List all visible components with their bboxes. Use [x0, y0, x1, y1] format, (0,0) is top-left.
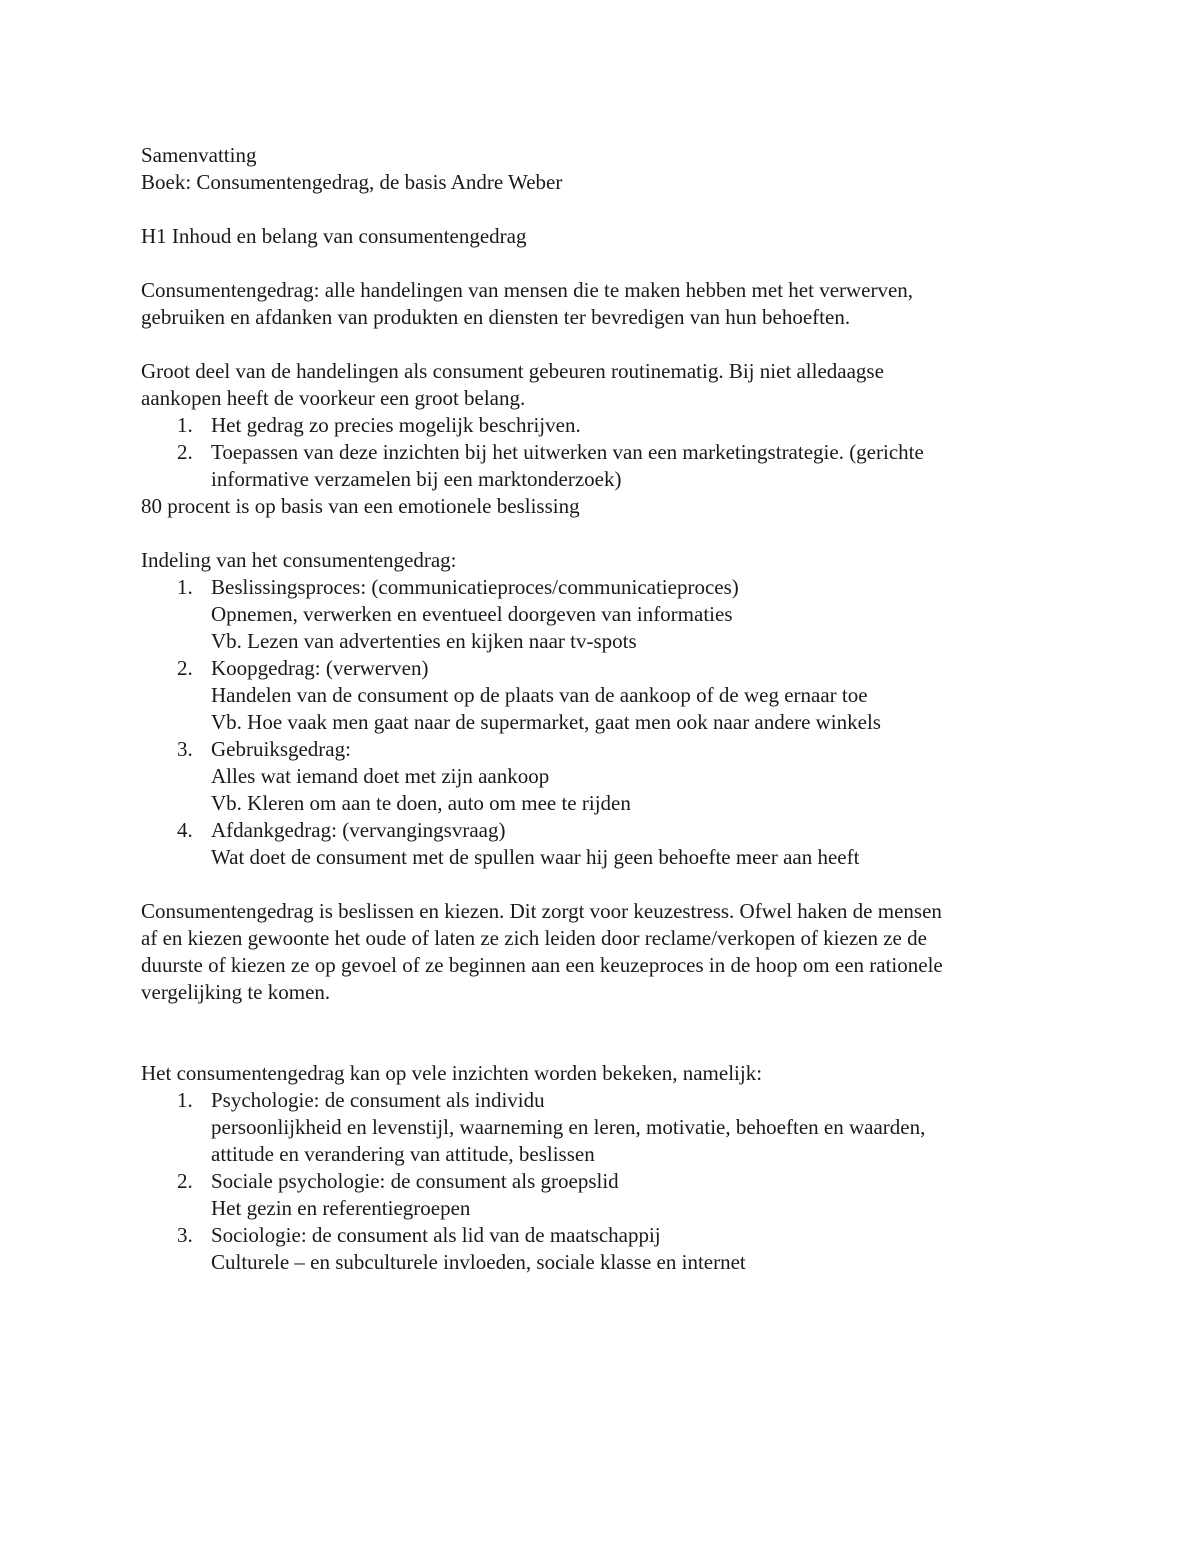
emotional-note: 80 procent is op basis van een emotionele beslissing: [141, 494, 580, 518]
list-item-text: Sociale psychologie: de consument als groepslid: [211, 1169, 619, 1193]
document-title: Samenvatting: [141, 143, 257, 167]
list-number: 2.: [177, 1169, 193, 1193]
paragraph-line: Consumentengedrag is beslissen en kiezen. Dit zorgt voor keuzestress. Ofwel haken de mensen: [141, 899, 942, 923]
list-item: [141, 1168, 1061, 1222]
beslissen-paragraph: [141, 898, 1061, 1006]
list-item-text: Vb. Hoe vaak men gaat naar de supermarket, gaat men ook naar andere winkels: [211, 710, 881, 734]
list-item: [141, 1087, 1061, 1168]
list-number: 3.: [177, 737, 193, 761]
book-reference: Boek: Consumentengedrag, de basis Andre Weber: [141, 170, 563, 194]
list-number: 2.: [177, 440, 193, 464]
list-item-text: Wat doet de consument met de spullen waar hij geen behoefte meer aan heeft: [211, 845, 860, 869]
indeling-list: [141, 574, 1061, 871]
list-item-text: Vb. Lezen van advertenties en kijken naar tv-spots: [211, 629, 637, 653]
list-item-text: Culturele – en subculturele invloeden, sociale klasse en internet: [211, 1250, 746, 1274]
chapter-heading: H1 Inhoud en belang van consumentengedrag: [141, 224, 527, 248]
list-item-text: attitude en verandering van attitude, beslissen: [211, 1142, 595, 1166]
list-item-text: persoonlijkheid en levenstijl, waarneming en leren, motivatie, behoeften en waarden,: [211, 1115, 926, 1139]
list-item-text: Het gedrag zo precies mogelijk beschrijven.: [211, 413, 581, 437]
paragraph-line: vergelijking te komen.: [141, 980, 331, 1004]
document-body: [141, 142, 1061, 1276]
list-number: 4.: [177, 818, 193, 842]
list-item-text: Koopgedrag: (verwerven): [211, 656, 429, 680]
paragraph-line: duurste of kiezen ze op gevoel of ze beginnen aan een keuzeproces in de hoop om een rationele: [141, 953, 943, 977]
list-item-text: Alles wat iemand doet met zijn aankoop: [211, 764, 550, 788]
paragraph-line: gebruiken en afdanken van produkten en diensten ter bevredigen van hun behoeften.: [141, 305, 851, 329]
list-number: 1.: [177, 575, 193, 599]
indeling-intro: Indeling van het consumentengedrag:: [141, 548, 457, 572]
list-item-text: informative verzamelen bij een marktonderzoek): [211, 467, 622, 491]
list-item-text: Afdankgedrag: (vervangingsvraag): [211, 818, 506, 842]
inzichten-intro: Het consumentengedrag kan op vele inzichten worden bekeken, namelijk:: [141, 1061, 763, 1085]
list-number: 3.: [177, 1223, 193, 1247]
list-item-text: Psychologie: de consument als individu: [211, 1088, 545, 1112]
list-item-text: Het gezin en referentiegroepen: [211, 1196, 471, 1220]
routine-paragraph: [141, 358, 1061, 412]
list-item: [141, 736, 1061, 817]
paragraph-line: aankopen heeft de voorkeur een groot belang.: [141, 386, 526, 410]
list-item-text: Beslissingsproces: (communicatieproces/communicatieproces): [211, 575, 739, 599]
list-item-text: Sociologie: de consument als lid van de maatschappij: [211, 1223, 661, 1247]
list-item-text: Opnemen, verwerken en eventueel doorgeven van informaties: [211, 602, 733, 626]
list-item-text: Vb. Kleren om aan te doen, auto om mee te rijden: [211, 791, 631, 815]
list-item: [141, 439, 1061, 493]
paragraph-line: af en kiezen gewoonte het oude of laten ze zich leiden door reclame/verkopen of kiezen ze de: [141, 926, 927, 950]
list-item-text: Toepassen van deze inzichten bij het uitwerken van een marketingstrategie. (gerichte: [211, 440, 924, 464]
list-item: [141, 574, 1061, 655]
list-item: [141, 817, 1061, 871]
list-number: 1.: [177, 413, 193, 437]
list-number: 1.: [177, 1088, 193, 1112]
inzichten-list: [141, 1087, 1061, 1276]
list-item-text: Handelen van de consument op de plaats van de aankoop of de weg ernaar toe: [211, 683, 868, 707]
paragraph-line: Groot deel van de handelingen als consument gebeuren routinematig. Bij niet alledaagse: [141, 359, 884, 383]
list-item-text: Gebruiksgedrag:: [211, 737, 351, 761]
list-item: [141, 412, 1061, 439]
definition-paragraph: [141, 277, 1061, 331]
list-item: [141, 1222, 1061, 1276]
paragraph-line: Consumentengedrag: alle handelingen van mensen die te maken hebben met het verwerven,: [141, 278, 914, 302]
routine-list: [141, 412, 1061, 493]
list-number: 2.: [177, 656, 193, 680]
list-item: [141, 655, 1061, 736]
